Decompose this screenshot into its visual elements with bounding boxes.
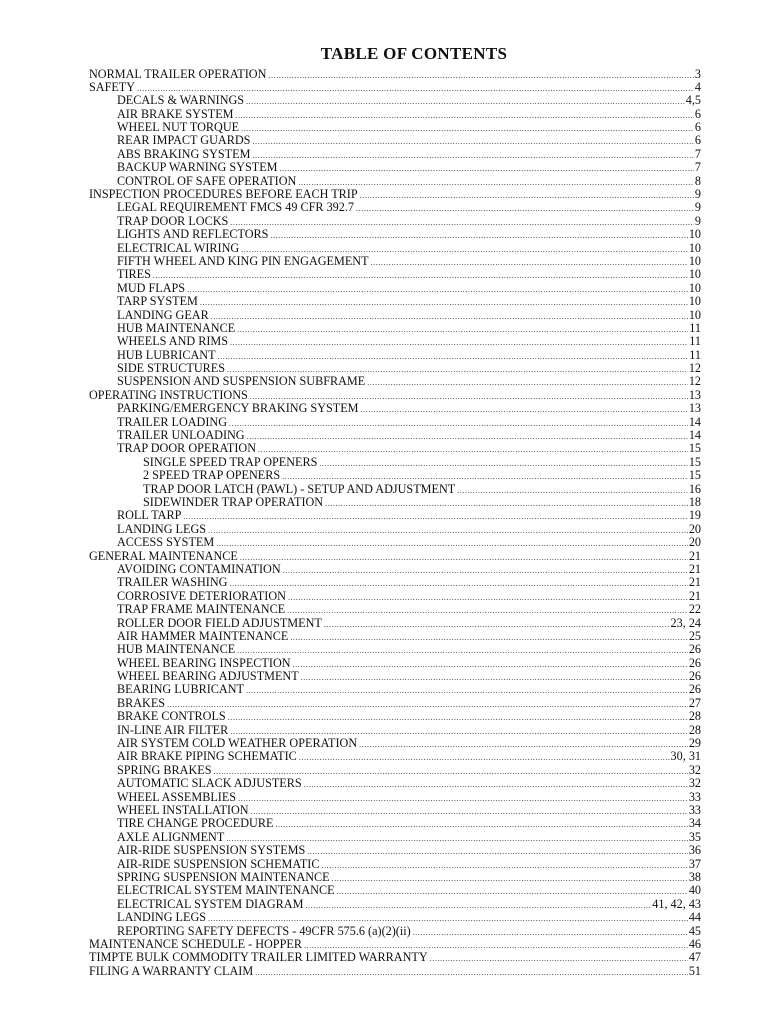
toc-entry <box>89 603 701 616</box>
toc-entry-label: AIR-RIDE SUSPENSION SCHEMATIC <box>117 857 320 871</box>
toc-entry <box>89 94 701 107</box>
toc-entry-page: 12 <box>688 375 701 389</box>
toc-entry-page: 34 <box>688 817 701 831</box>
toc-entry-label: MUD FLAPS <box>117 281 186 295</box>
toc-entry <box>89 550 701 563</box>
toc-entry-page: 10 <box>688 228 701 242</box>
toc-entry-page: 51 <box>688 964 701 978</box>
toc-entry-label: TRAP DOOR LOCKS <box>117 214 229 228</box>
toc-entry-page: 6 <box>694 134 701 148</box>
toc-entry <box>89 563 701 576</box>
toc-dot-leader <box>229 417 688 429</box>
toc-entry-label: BRAKES <box>117 696 166 710</box>
toc-entry-page: 21 <box>688 549 701 563</box>
toc-entry-page: 33 <box>688 803 701 817</box>
toc-entry <box>89 737 701 750</box>
toc-entry <box>89 161 701 174</box>
toc-entry-page: 20 <box>688 522 701 536</box>
toc-entry-label: ABS BRAKING SYSTEM <box>117 147 251 161</box>
toc-entry-page: 11 <box>689 321 701 335</box>
toc-dot-leader <box>208 524 688 536</box>
toc-entry <box>89 509 701 522</box>
toc-entry-page: 15 <box>688 469 701 483</box>
toc-entry <box>89 643 701 656</box>
toc-entry <box>89 255 701 268</box>
toc-entry <box>89 764 701 777</box>
toc-entry-label: TRAILER UNLOADING <box>117 429 245 443</box>
toc-dot-leader <box>280 162 694 174</box>
toc-entry <box>89 911 701 924</box>
toc-entry-label: WHEELS AND RIMS <box>117 335 229 349</box>
toc-entry-page: 33 <box>688 790 701 804</box>
toc-dot-leader <box>213 765 687 777</box>
toc-entry-page: 30, 31 <box>670 750 701 764</box>
toc-entry <box>89 858 701 871</box>
toc-entry-label: AIR HAMMER MAINTENANCE <box>117 629 289 643</box>
toc-entry-page: 21 <box>688 562 701 576</box>
toc-entry-page: 6 <box>694 107 701 121</box>
toc-entry-page: 40 <box>688 884 701 898</box>
toc-dot-leader <box>288 591 688 603</box>
toc-dot-leader <box>216 537 688 549</box>
toc-dot-leader <box>251 805 688 817</box>
toc-entry-label: ELECTRICAL SYSTEM MAINTENANCE <box>117 884 335 898</box>
toc-entry-page: 9 <box>694 214 701 228</box>
toc-entry-page: 25 <box>688 629 701 643</box>
toc-entry-page: 14 <box>688 429 701 443</box>
toc-entry <box>89 831 701 844</box>
toc-dot-leader <box>228 711 688 723</box>
toc-dot-leader <box>319 457 687 469</box>
toc-dot-leader <box>187 283 688 295</box>
toc-dot-leader <box>226 832 688 844</box>
page-title: TABLE OF CONTENTS <box>320 44 508 63</box>
toc-entry <box>89 777 701 790</box>
toc-dot-leader <box>305 899 651 911</box>
toc-entry <box>89 322 701 335</box>
toc-entry-label: NORMAL TRAILER OPERATION <box>89 67 267 81</box>
toc-entry <box>89 402 701 415</box>
toc-entry-label: AIR SYSTEM COLD WEATHER OPERATION <box>117 737 358 751</box>
toc-entry <box>89 630 701 643</box>
toc-entry-label: AUTOMATIC SLACK ADJUSTERS <box>117 777 302 791</box>
toc-entry-page: 26 <box>688 656 701 670</box>
toc-entry-label: IN-LINE AIR FILTER <box>117 723 229 737</box>
toc-dot-leader <box>304 939 688 951</box>
toc-entry-label: ROLLER DOOR FIELD ADJUSTMENT <box>117 616 322 630</box>
toc-entry-label: CONTROL OF SAFE OPERATION <box>117 174 297 188</box>
toc-entry <box>89 81 701 94</box>
toc-entry <box>89 389 701 402</box>
toc-entry <box>89 295 701 308</box>
toc-entry-label: AIR BRAKE PIPING SCHEMATIC <box>117 750 297 764</box>
toc-entry-label: SINGLE SPEED TRAP OPENERS <box>143 455 318 469</box>
toc-entry-page: 10 <box>688 295 701 309</box>
toc-entry-label: SPRING BRAKES <box>117 763 212 777</box>
toc-entry-label: ROLL TARP <box>117 509 182 523</box>
toc-entry-label: LEGAL REQUIREMENT FMCS 49 CFR 392.7 <box>117 201 355 215</box>
toc-dot-leader <box>246 684 688 696</box>
toc-entry <box>89 429 701 442</box>
toc-entry-page: 11 <box>689 335 701 349</box>
toc-entry <box>89 898 701 911</box>
toc-entry <box>89 804 701 817</box>
toc-entry-page: 4,5 <box>685 94 701 108</box>
toc-entry-page: 9 <box>694 188 701 202</box>
toc-entry-label: DECALS & WARNINGS <box>117 94 245 108</box>
toc-dot-leader <box>301 671 688 683</box>
toc-entry-label: WHEEL INSTALLATION <box>117 803 249 817</box>
toc-entry <box>89 121 701 134</box>
toc-dot-leader <box>240 551 688 563</box>
toc-entry-page: 15 <box>688 442 701 456</box>
toc-entry-page: 10 <box>688 308 701 322</box>
toc-entry-label: BEARING LUBRICANT <box>117 683 244 697</box>
toc-entry-label: WHEEL BEARING INSPECTION <box>117 656 291 670</box>
toc-dot-leader <box>237 644 688 656</box>
toc-dot-leader <box>332 872 688 884</box>
toc-entry-page: 16 <box>688 482 701 496</box>
toc-entry-label: TRAP DOOR LATCH (PAWL) - SETUP AND ADJUSTMENT <box>143 482 456 496</box>
toc-entry-label: ELECTRICAL WIRING <box>117 241 240 255</box>
toc-entry <box>89 750 701 763</box>
toc-entry-page: 20 <box>688 536 701 550</box>
toc-entry-label: TIMPTE BULK COMMODITY TRAILER LIMITED WARRANTY <box>89 951 428 965</box>
toc-entry-label: SIDE STRUCTURES <box>117 362 226 376</box>
toc-entry <box>89 523 701 536</box>
toc-entry-page: 10 <box>688 268 701 282</box>
toc-entry <box>89 215 701 228</box>
toc-entry-label: INSPECTION PROCEDURES BEFORE EACH TRIP <box>89 188 358 202</box>
toc-entry <box>89 362 701 375</box>
toc-entry <box>89 483 701 496</box>
toc-entry-label: PARKING/EMERGENCY BRAKING SYSTEM <box>117 402 359 416</box>
toc-entry <box>89 68 701 81</box>
toc-entry-page: 10 <box>688 241 701 255</box>
toc-entry-page: 19 <box>688 509 701 523</box>
toc-entry <box>89 697 701 710</box>
toc-dot-leader <box>167 698 688 710</box>
toc-entry-label: ELECTRICAL SYSTEM DIAGRAM <box>117 897 304 911</box>
toc-entry-page: 28 <box>688 710 701 724</box>
toc-dot-leader <box>238 792 688 804</box>
toc-entry-page: 11 <box>689 348 701 362</box>
toc-entry <box>89 590 701 603</box>
toc-entry-label: HUB MAINTENANCE <box>117 321 236 335</box>
toc-entry-label: TRAP FRAME MAINTENANCE <box>117 603 286 617</box>
toc-entry <box>89 844 701 857</box>
toc-dot-leader <box>337 885 688 897</box>
toc-entry-page: 26 <box>688 683 701 697</box>
toc-entry-page: 32 <box>688 777 701 791</box>
toc-entry-label: TRAILER LOADING <box>117 415 228 429</box>
toc-dot-leader <box>200 296 688 308</box>
toc-entry-label: LIGHTS AND REFLECTORS <box>117 228 269 242</box>
toc-entry-label: SUSPENSION AND SUSPENSION SUBFRAME <box>117 375 366 389</box>
toc-dot-leader <box>457 484 688 496</box>
toc-entry-page: 14 <box>688 415 701 429</box>
toc-entry <box>89 309 701 322</box>
toc-entry-label: TRAILER WASHING <box>117 576 228 590</box>
toc-entry <box>89 724 701 737</box>
toc-dot-leader <box>252 135 693 147</box>
toc-entry <box>89 683 701 696</box>
toc-dot-leader <box>229 577 687 589</box>
toc-entry-label: AIR BRAKE SYSTEM <box>117 107 234 121</box>
toc-entry-label: CORROSIVE DETERIORATION <box>117 589 286 603</box>
toc-entry <box>89 268 701 281</box>
toc-dot-leader <box>413 926 688 938</box>
toc-dot-leader <box>241 122 694 134</box>
toc-entry-label: TRAP DOOR OPERATION <box>117 442 257 456</box>
toc-entry-label: 2 SPEED TRAP OPENERS <box>143 469 281 483</box>
toc-entry <box>89 456 701 469</box>
toc-entry-label: AXLE ALIGNMENT <box>117 830 225 844</box>
toc-dot-leader <box>208 912 688 924</box>
toc-entry-page: 37 <box>688 857 701 871</box>
toc-entry <box>89 951 701 964</box>
toc-entry-label: ACCESS SYSTEM <box>117 536 215 550</box>
toc-entry-page: 13 <box>688 402 701 416</box>
toc-entry-page: 45 <box>688 924 701 938</box>
toc-dot-leader <box>293 658 688 670</box>
toc-dot-leader <box>307 845 688 857</box>
toc-dot-leader <box>227 363 688 375</box>
toc-entry-page: 13 <box>688 388 701 402</box>
toc-entry-page: 22 <box>688 603 701 617</box>
toc-entry-page: 7 <box>694 147 701 161</box>
toc-dot-leader <box>283 564 688 576</box>
table-of-contents <box>89 68 701 979</box>
toc-entry-label: REPORTING SAFETY DEFECTS - 49CFR 575.6 (a)(2)(ii) <box>117 924 411 938</box>
toc-dot-leader <box>252 149 693 161</box>
toc-dot-leader <box>298 176 694 188</box>
toc-entry-page: 10 <box>688 281 701 295</box>
toc-entry-page: 4 <box>694 80 701 94</box>
toc-entry <box>89 108 701 121</box>
toc-entry-label: TIRE CHANGE PROCEDURE <box>117 817 274 831</box>
toc-entry <box>89 670 701 683</box>
toc-entry <box>89 148 701 161</box>
toc-dot-leader <box>367 376 688 388</box>
toc-entry-page: 41, 42, 43 <box>652 897 701 911</box>
toc-entry <box>89 134 701 147</box>
toc-entry-page: 29 <box>688 737 701 751</box>
toc-entry <box>89 657 701 670</box>
toc-dot-leader <box>246 95 685 107</box>
toc-dot-leader <box>218 350 689 362</box>
toc-entry-label: GENERAL MAINTENANCE <box>89 549 238 563</box>
toc-dot-leader <box>230 216 694 228</box>
toc-entry-page: 26 <box>688 643 701 657</box>
toc-dot-leader <box>275 818 687 830</box>
toc-entry <box>89 442 701 455</box>
toc-dot-leader <box>183 510 687 522</box>
toc-dot-leader <box>137 82 694 94</box>
toc-dot-leader <box>325 497 688 509</box>
toc-entry-page: 23, 24 <box>670 616 701 630</box>
toc-entry-page: 36 <box>688 844 701 858</box>
toc-dot-leader <box>290 631 688 643</box>
toc-dot-leader <box>321 859 687 871</box>
toc-entry <box>89 925 701 938</box>
toc-entry-label: HUB MAINTENANCE <box>117 643 236 657</box>
toc-entry-label: LANDING LEGS <box>117 522 207 536</box>
toc-entry <box>89 965 701 978</box>
toc-dot-leader <box>230 725 688 737</box>
toc-entry <box>89 228 701 241</box>
toc-dot-leader <box>430 952 688 964</box>
toc-entry-label: TARP SYSTEM <box>117 295 198 309</box>
toc-entry-page: 26 <box>688 670 701 684</box>
toc-entry-label: WHEEL NUT TORQUE <box>117 121 240 135</box>
toc-entry <box>89 938 701 951</box>
toc-entry <box>89 201 701 214</box>
toc-dot-leader <box>255 966 688 978</box>
toc-dot-leader <box>304 778 688 790</box>
toc-dot-leader <box>211 310 688 322</box>
toc-dot-leader <box>299 751 670 763</box>
toc-entry <box>89 282 701 295</box>
toc-dot-leader <box>258 443 688 455</box>
toc-entry <box>89 617 701 630</box>
toc-entry-label: SPRING SUSPENSION MAINTENANCE <box>117 870 330 884</box>
toc-entry-label: FIFTH WHEEL AND KING PIN ENGAGEMENT <box>117 254 369 268</box>
toc-entry <box>89 710 701 723</box>
toc-entry-page: 21 <box>688 576 701 590</box>
toc-entry-label: MAINTENANCE SCHEDULE - HOPPER <box>89 937 302 951</box>
toc-entry <box>89 817 701 830</box>
toc-entry <box>89 188 701 201</box>
toc-entry-page: 44 <box>688 911 701 925</box>
toc-entry-label: LANDING LEGS <box>117 911 207 925</box>
toc-entry-page: 18 <box>688 496 701 509</box>
toc-dot-leader <box>268 69 694 81</box>
toc-entry-page: 35 <box>688 830 701 844</box>
toc-entry-page: 6 <box>694 121 701 135</box>
toc-entry <box>89 496 701 509</box>
toc-entry-label: WHEEL BEARING ADJUSTMENT <box>117 670 299 684</box>
toc-dot-leader <box>241 243 688 255</box>
toc-entry-label: LANDING GEAR <box>117 308 209 322</box>
toc-entry-page: 8 <box>694 174 701 188</box>
toc-dot-leader <box>356 202 694 214</box>
toc-entry <box>89 242 701 255</box>
toc-entry-label: AVOIDING CONTAMINATION <box>117 562 281 576</box>
toc-entry-page: 3 <box>694 67 701 81</box>
toc-dot-leader <box>359 738 688 750</box>
toc-entry-page: 10 <box>688 254 701 268</box>
toc-entry <box>89 335 701 348</box>
toc-entry <box>89 469 701 482</box>
toc-entry-page: 47 <box>688 951 701 965</box>
toc-entry <box>89 791 701 804</box>
toc-entry-label: BRAKE CONTROLS <box>117 710 226 724</box>
toc-entry-label: OPERATING INSTRUCTIONS <box>89 388 248 402</box>
toc-entry-page: 27 <box>688 696 701 710</box>
toc-entry-page: 46 <box>688 937 701 951</box>
toc-entry-label: REAR IMPACT GUARDS <box>117 134 251 148</box>
toc-entry-label: WHEEL ASSEMBLIES <box>117 790 237 804</box>
toc-entry <box>89 576 701 589</box>
toc-entry-label: SIDEWINDER TRAP OPERATION <box>143 496 324 509</box>
toc-dot-leader <box>361 403 688 415</box>
toc-entry-label: AIR-RIDE SUSPENSION SYSTEMS <box>117 844 306 858</box>
toc-entry-page: 9 <box>694 201 701 215</box>
toc-dot-leader <box>250 390 688 402</box>
toc-entry <box>89 416 701 429</box>
toc-dot-leader <box>270 229 687 241</box>
toc-entry-page: 32 <box>688 763 701 777</box>
toc-dot-leader <box>287 604 688 616</box>
toc-entry <box>89 375 701 388</box>
toc-entry-page: 28 <box>688 723 701 737</box>
toc-entry <box>89 175 701 188</box>
toc-dot-leader <box>324 618 670 630</box>
toc-entry-label: FILING A WARRANTY CLAIM <box>89 964 254 978</box>
toc-entry <box>89 536 701 549</box>
toc-dot-leader <box>360 189 694 201</box>
toc-entry-label: BACKUP WARNING SYSTEM <box>117 161 278 175</box>
toc-dot-leader <box>282 470 688 482</box>
toc-dot-leader <box>153 269 688 281</box>
toc-entry-page: 7 <box>694 161 701 175</box>
toc-entry-label: HUB LUBRICANT <box>117 348 216 362</box>
toc-entry <box>89 884 701 897</box>
toc-entry <box>89 349 701 362</box>
toc-dot-leader <box>247 430 688 442</box>
toc-dot-leader <box>230 336 688 348</box>
toc-dot-leader <box>371 256 688 268</box>
toc-entry <box>89 871 701 884</box>
toc-dot-leader <box>237 323 688 335</box>
toc-entry-page: 15 <box>688 455 701 469</box>
toc-entry-label: SAFETY <box>89 80 136 94</box>
toc-entry-page: 38 <box>688 870 701 884</box>
toc-entry-page: 21 <box>688 589 701 603</box>
toc-entry-label: TIRES <box>117 268 151 282</box>
toc-entry-page: 12 <box>688 362 701 376</box>
toc-dot-leader <box>235 109 693 121</box>
